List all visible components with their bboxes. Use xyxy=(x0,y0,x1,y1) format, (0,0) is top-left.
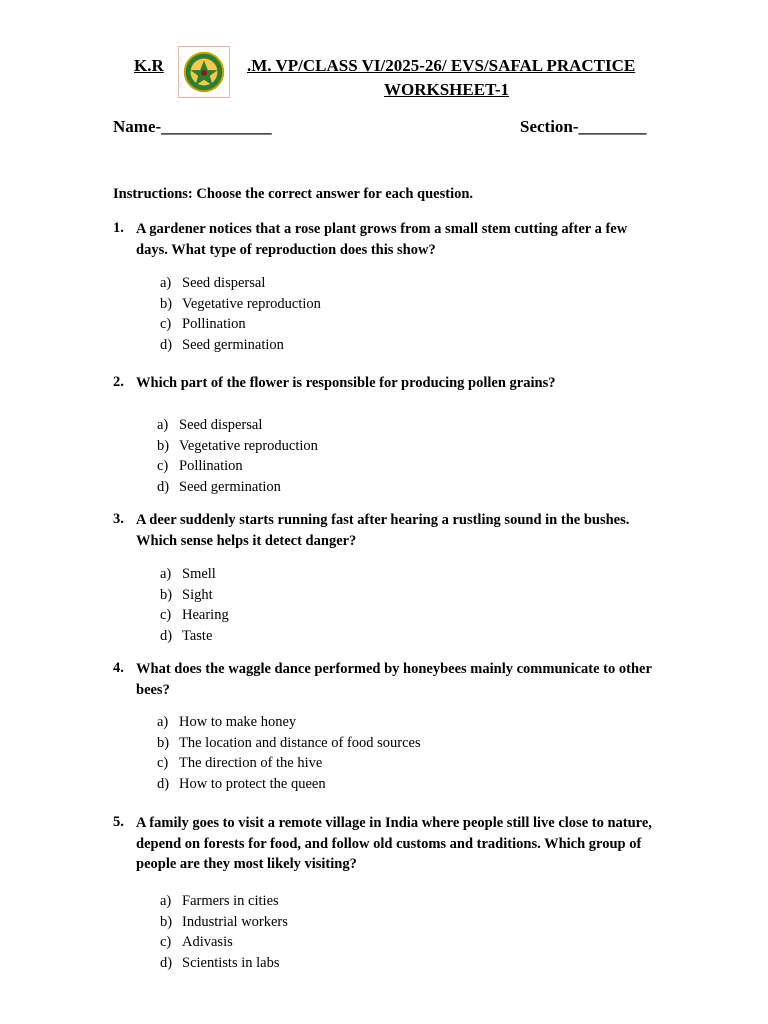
question-text: What does the waggle dance performed by honeybees mainly communicate to other bees? xyxy=(136,661,652,698)
option-text: Seed dispersal xyxy=(182,275,266,291)
option-text: The location and distance of food sources xyxy=(179,734,421,751)
option-item xyxy=(157,415,318,436)
school-prefix: K.R xyxy=(134,56,164,75)
section-field: Section-________ xyxy=(520,117,647,136)
options-list xyxy=(160,564,229,646)
worksheet-title-line2: WORKSHEET-1 xyxy=(384,80,510,99)
question-number: 5. xyxy=(113,814,124,830)
option-text: How to protect the queen xyxy=(179,775,326,792)
option-item xyxy=(157,436,318,457)
question-text: Which part of the flower is responsible for producing pollen grains? xyxy=(136,375,556,391)
option-letter: b) xyxy=(160,913,173,930)
option-item xyxy=(160,564,229,585)
option-item xyxy=(160,273,321,294)
option-item xyxy=(160,932,288,953)
option-letter: a) xyxy=(157,714,169,730)
school-logo xyxy=(178,46,230,98)
option-item xyxy=(157,733,421,754)
option-item xyxy=(157,712,421,733)
question-number: 3. xyxy=(113,511,124,527)
question-text: A deer suddenly starts running fast after hearing a rustling sound in the bushes. Which sense helps it detect danger? xyxy=(136,512,630,549)
name-field: Name-_____________ xyxy=(113,117,272,136)
options-list xyxy=(160,273,321,355)
option-item xyxy=(160,912,288,933)
option-item xyxy=(160,605,229,626)
option-text: How to make honey xyxy=(179,714,297,730)
option-letter: a) xyxy=(160,275,172,291)
option-letter: c) xyxy=(157,458,169,474)
option-text: Taste xyxy=(182,627,213,644)
option-text: Vegetative reproduction xyxy=(182,295,321,312)
option-item xyxy=(157,456,318,477)
option-item xyxy=(160,891,288,912)
question-number: 4. xyxy=(113,660,124,676)
option-letter: d) xyxy=(157,775,170,792)
option-text: The direction of the hive xyxy=(179,755,323,771)
option-item xyxy=(160,585,229,606)
option-letter: b) xyxy=(157,734,170,751)
school-emblem-icon xyxy=(179,47,229,97)
option-letter: d) xyxy=(157,478,170,495)
question-number: 2. xyxy=(113,374,124,390)
options-list xyxy=(157,712,421,794)
option-letter: d) xyxy=(160,954,173,971)
option-text: Seed germination xyxy=(179,478,281,495)
option-letter: a) xyxy=(160,893,172,909)
option-letter: c) xyxy=(160,316,172,332)
question-number: 1. xyxy=(113,220,124,236)
option-letter: a) xyxy=(157,417,169,433)
option-letter: b) xyxy=(160,295,173,312)
option-text: Industrial workers xyxy=(182,913,288,930)
option-text: Hearing xyxy=(182,607,229,623)
option-text: Farmers in cities xyxy=(182,893,279,909)
option-item xyxy=(157,753,421,774)
option-text: Scientists in labs xyxy=(182,954,280,971)
option-letter: c) xyxy=(157,755,169,771)
option-text: Vegetative reproduction xyxy=(179,437,318,454)
options-list xyxy=(157,415,318,497)
option-item xyxy=(160,314,321,335)
option-text: Adivasis xyxy=(182,934,233,950)
question-text: A gardener notices that a rose plant grows from a small stem cutting after a few days. What type of reproduction does this show? xyxy=(136,221,628,258)
option-text: Pollination xyxy=(179,458,243,474)
option-text: Pollination xyxy=(182,316,246,332)
option-letter: d) xyxy=(160,336,173,353)
worksheet-title-line1: .M. VP/CLASS VI/2025-26/ EVS/SAFAL PRACTICE xyxy=(247,56,636,75)
option-letter: c) xyxy=(160,934,172,950)
option-item xyxy=(157,774,421,795)
instructions: Instructions: Choose the correct answer for each question. xyxy=(113,186,474,202)
option-item xyxy=(160,626,229,647)
option-item xyxy=(160,953,288,974)
option-letter: b) xyxy=(160,586,173,603)
option-item xyxy=(157,477,318,498)
option-item xyxy=(160,294,321,315)
option-letter: d) xyxy=(160,627,173,644)
option-item xyxy=(160,335,321,356)
option-text: Sight xyxy=(182,586,213,603)
option-letter: c) xyxy=(160,607,172,623)
option-letter: b) xyxy=(157,437,170,454)
options-list xyxy=(160,891,288,973)
option-text: Seed germination xyxy=(182,336,284,353)
option-text: Seed dispersal xyxy=(179,417,263,433)
option-text: Smell xyxy=(182,566,216,582)
question-text: A family goes to visit a remote village in India where people still live close to nature, depend on forests for food, and follow old customs and traditions. Which group of people are they most likely visiting? xyxy=(136,815,652,872)
option-letter: a) xyxy=(160,566,172,582)
